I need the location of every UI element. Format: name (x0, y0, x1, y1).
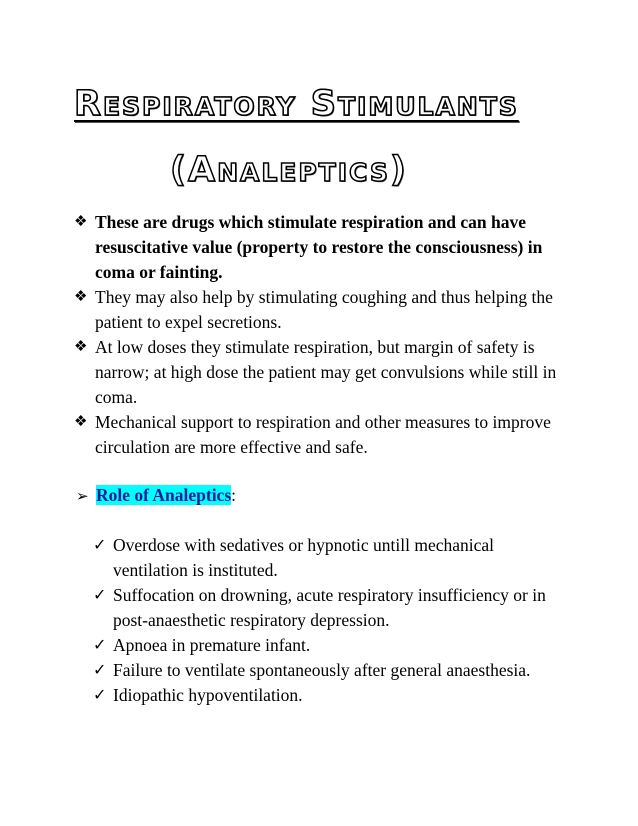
list-item (74, 410, 574, 460)
diamond-bullet-icon: ❖ (74, 339, 88, 355)
list-item (93, 583, 573, 633)
role-text: Idiopathic hypoventilation. (113, 685, 303, 705)
intro-bullet-list (74, 210, 574, 460)
roles-check-list (93, 533, 573, 708)
diamond-bullet-icon: ❖ (74, 414, 88, 430)
section-heading-text: Role of Analeptics (96, 485, 232, 505)
role-text: Overdose with sedatives or hypnotic untill mechanical ventilation is instituted. (113, 535, 495, 580)
list-item (93, 658, 573, 683)
section-heading-colon: : (231, 485, 237, 505)
role-text: Failure to ventilate spontaneously after general anaesthesia. (113, 660, 531, 680)
list-item (93, 533, 573, 583)
section-heading (76, 483, 236, 510)
diamond-bullet-icon: ❖ (74, 289, 88, 305)
check-mark-icon: ✓ (93, 687, 107, 704)
page-title: Respiratory Stimulants (74, 84, 519, 124)
list-item (74, 285, 574, 335)
bullet-text: They may also help by stimulating coughing and thus helping the patient to expel secretions. (95, 287, 553, 332)
page-subtitle: (Analeptics) (170, 150, 408, 190)
role-text: Apnoea in premature infant. (113, 635, 311, 655)
list-item (74, 210, 574, 285)
check-mark-icon: ✓ (93, 637, 107, 654)
list-item (93, 633, 573, 658)
diamond-bullet-icon: ❖ (74, 214, 88, 230)
check-mark-icon: ✓ (93, 662, 107, 679)
list-item (74, 335, 574, 410)
arrow-bullet-icon: ➢ (76, 489, 89, 505)
check-mark-icon: ✓ (93, 587, 107, 604)
check-mark-icon: ✓ (93, 537, 107, 554)
bullet-text: These are drugs which stimulate respiration and can have resuscitative value (property to restore the consciousness) in coma or fainting. (95, 212, 543, 282)
list-item (93, 683, 573, 708)
role-text: Suffocation on drowning, acute respiratory insufficiency or in post-anaesthetic respiratory depression. (113, 585, 546, 630)
bullet-text: At low doses they stimulate respiration, but margin of safety is narrow; at high dose the patient may get convulsions while still in coma. (95, 337, 557, 407)
bullet-text: Mechanical support to respiration and other measures to improve circulation are more effective and safe. (95, 412, 551, 457)
